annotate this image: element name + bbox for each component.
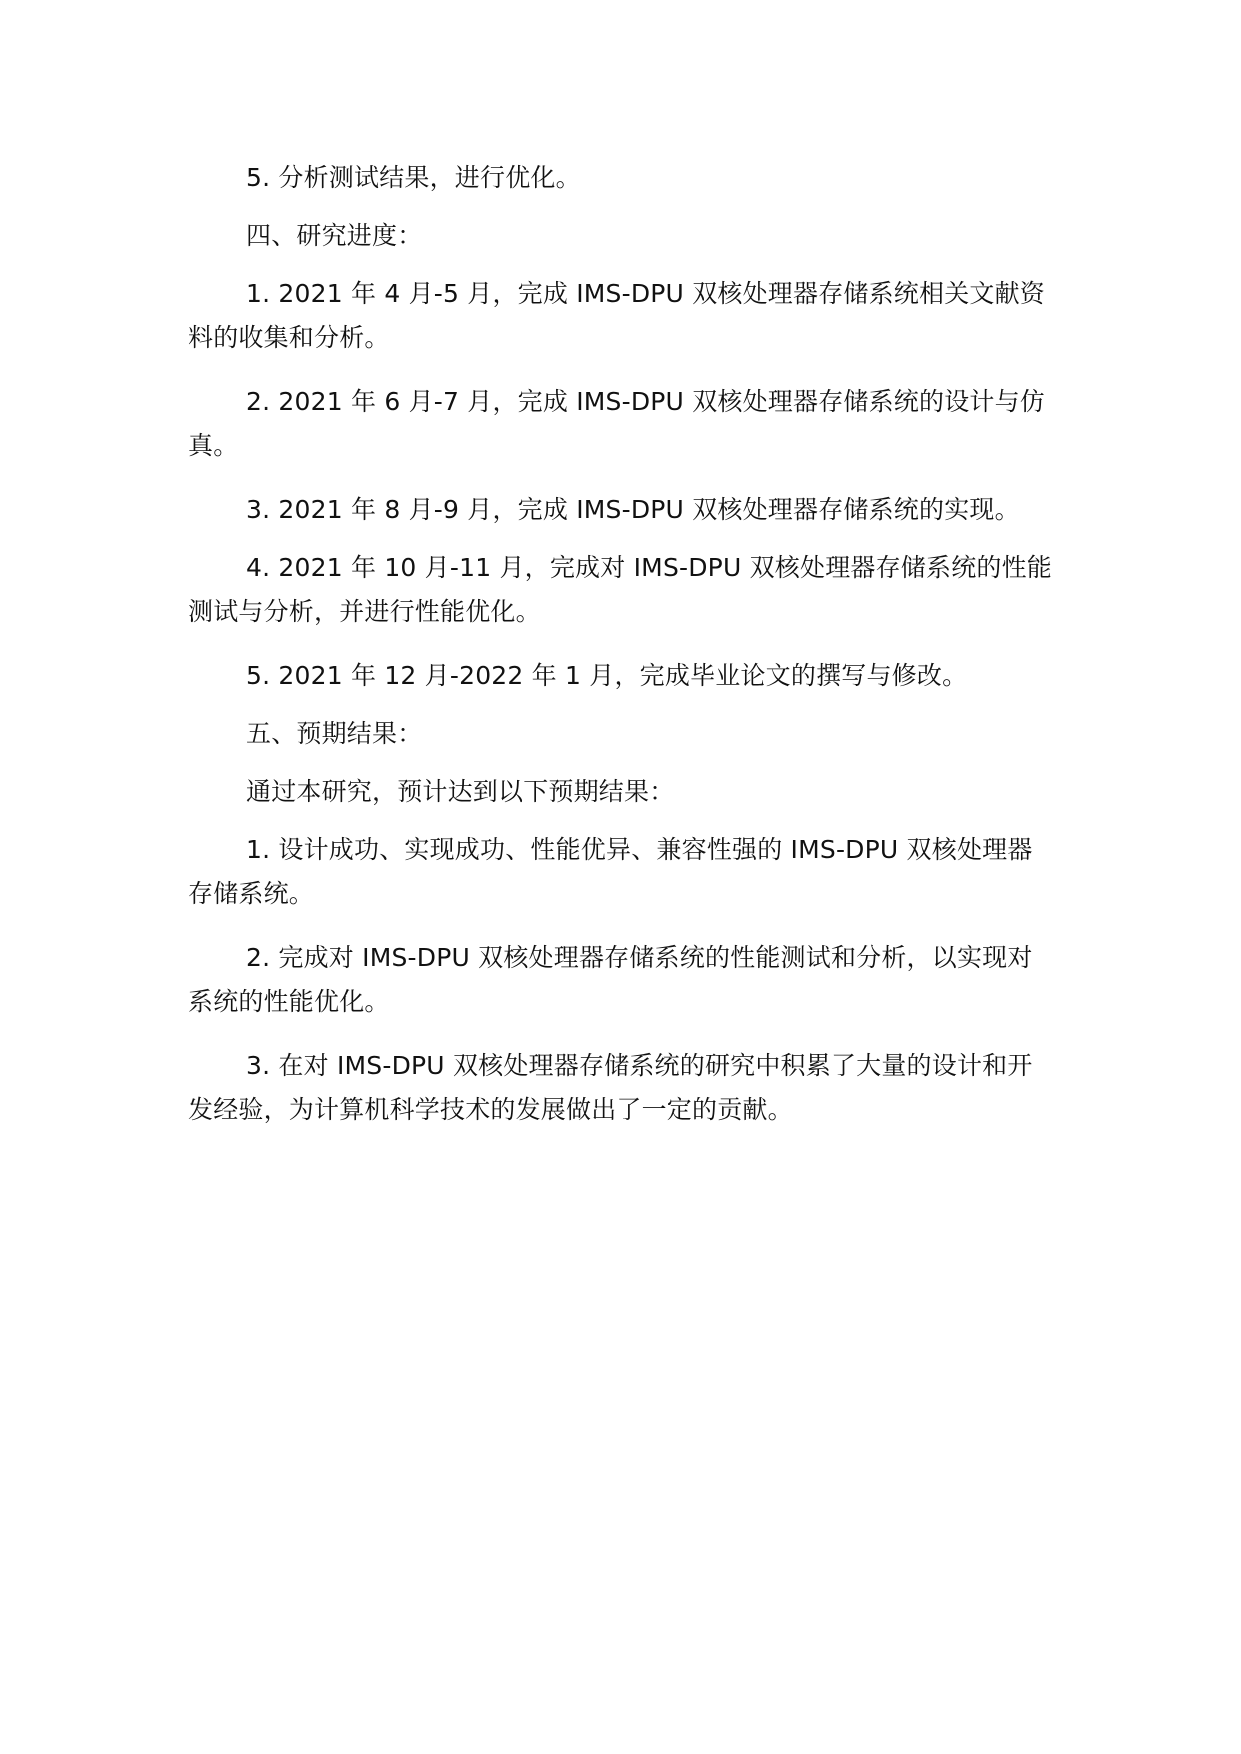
document-body: [188, 156, 1056, 1132]
section-heading-expected-results: 五、预期结果：: [246, 719, 423, 748]
expected-result-2: 2. 完成对 IMS-DPU 双核处理器存储系统的性能测试和分析，以实现对系统的性能优化。: [188, 943, 1033, 1016]
expected-result-1: 1. 设计成功、实现成功、性能优异、兼容性强的 IMS-DPU 双核处理器存储系统。: [188, 835, 1033, 908]
progress-item-4: 4. 2021 年 10 月-11 月，完成对 IMS-DPU 双核处理器存储系统的性能测试与分析，并进行性能优化。: [188, 553, 1053, 626]
progress-item-3: 3. 2021 年 8 月-9 月，完成 IMS-DPU 双核处理器存储系统的实现。: [246, 495, 1020, 524]
progress-item-2: 2. 2021 年 6 月-7 月，完成 IMS-DPU 双核处理器存储系统的设计与仿真。: [188, 387, 1045, 460]
progress-item-1: 1. 2021 年 4 月-5 月，完成 IMS-DPU 双核处理器存储系统相关文献资料的收集和分析。: [188, 279, 1045, 352]
section-heading-progress: 四、研究进度：: [246, 221, 423, 250]
progress-item-5: 5. 2021 年 12 月-2022 年 1 月，完成毕业论文的撰写与修改。: [246, 661, 968, 690]
expected-result-3: 3. 在对 IMS-DPU 双核处理器存储系统的研究中积累了大量的设计和开发经验，为计算机科学技术的发展做出了一定的贡献。: [188, 1051, 1033, 1124]
step-5-analysis: 5. 分析测试结果，进行优化。: [246, 163, 581, 192]
expected-results-intro: 通过本研究，预计达到以下预期结果：: [246, 777, 675, 806]
